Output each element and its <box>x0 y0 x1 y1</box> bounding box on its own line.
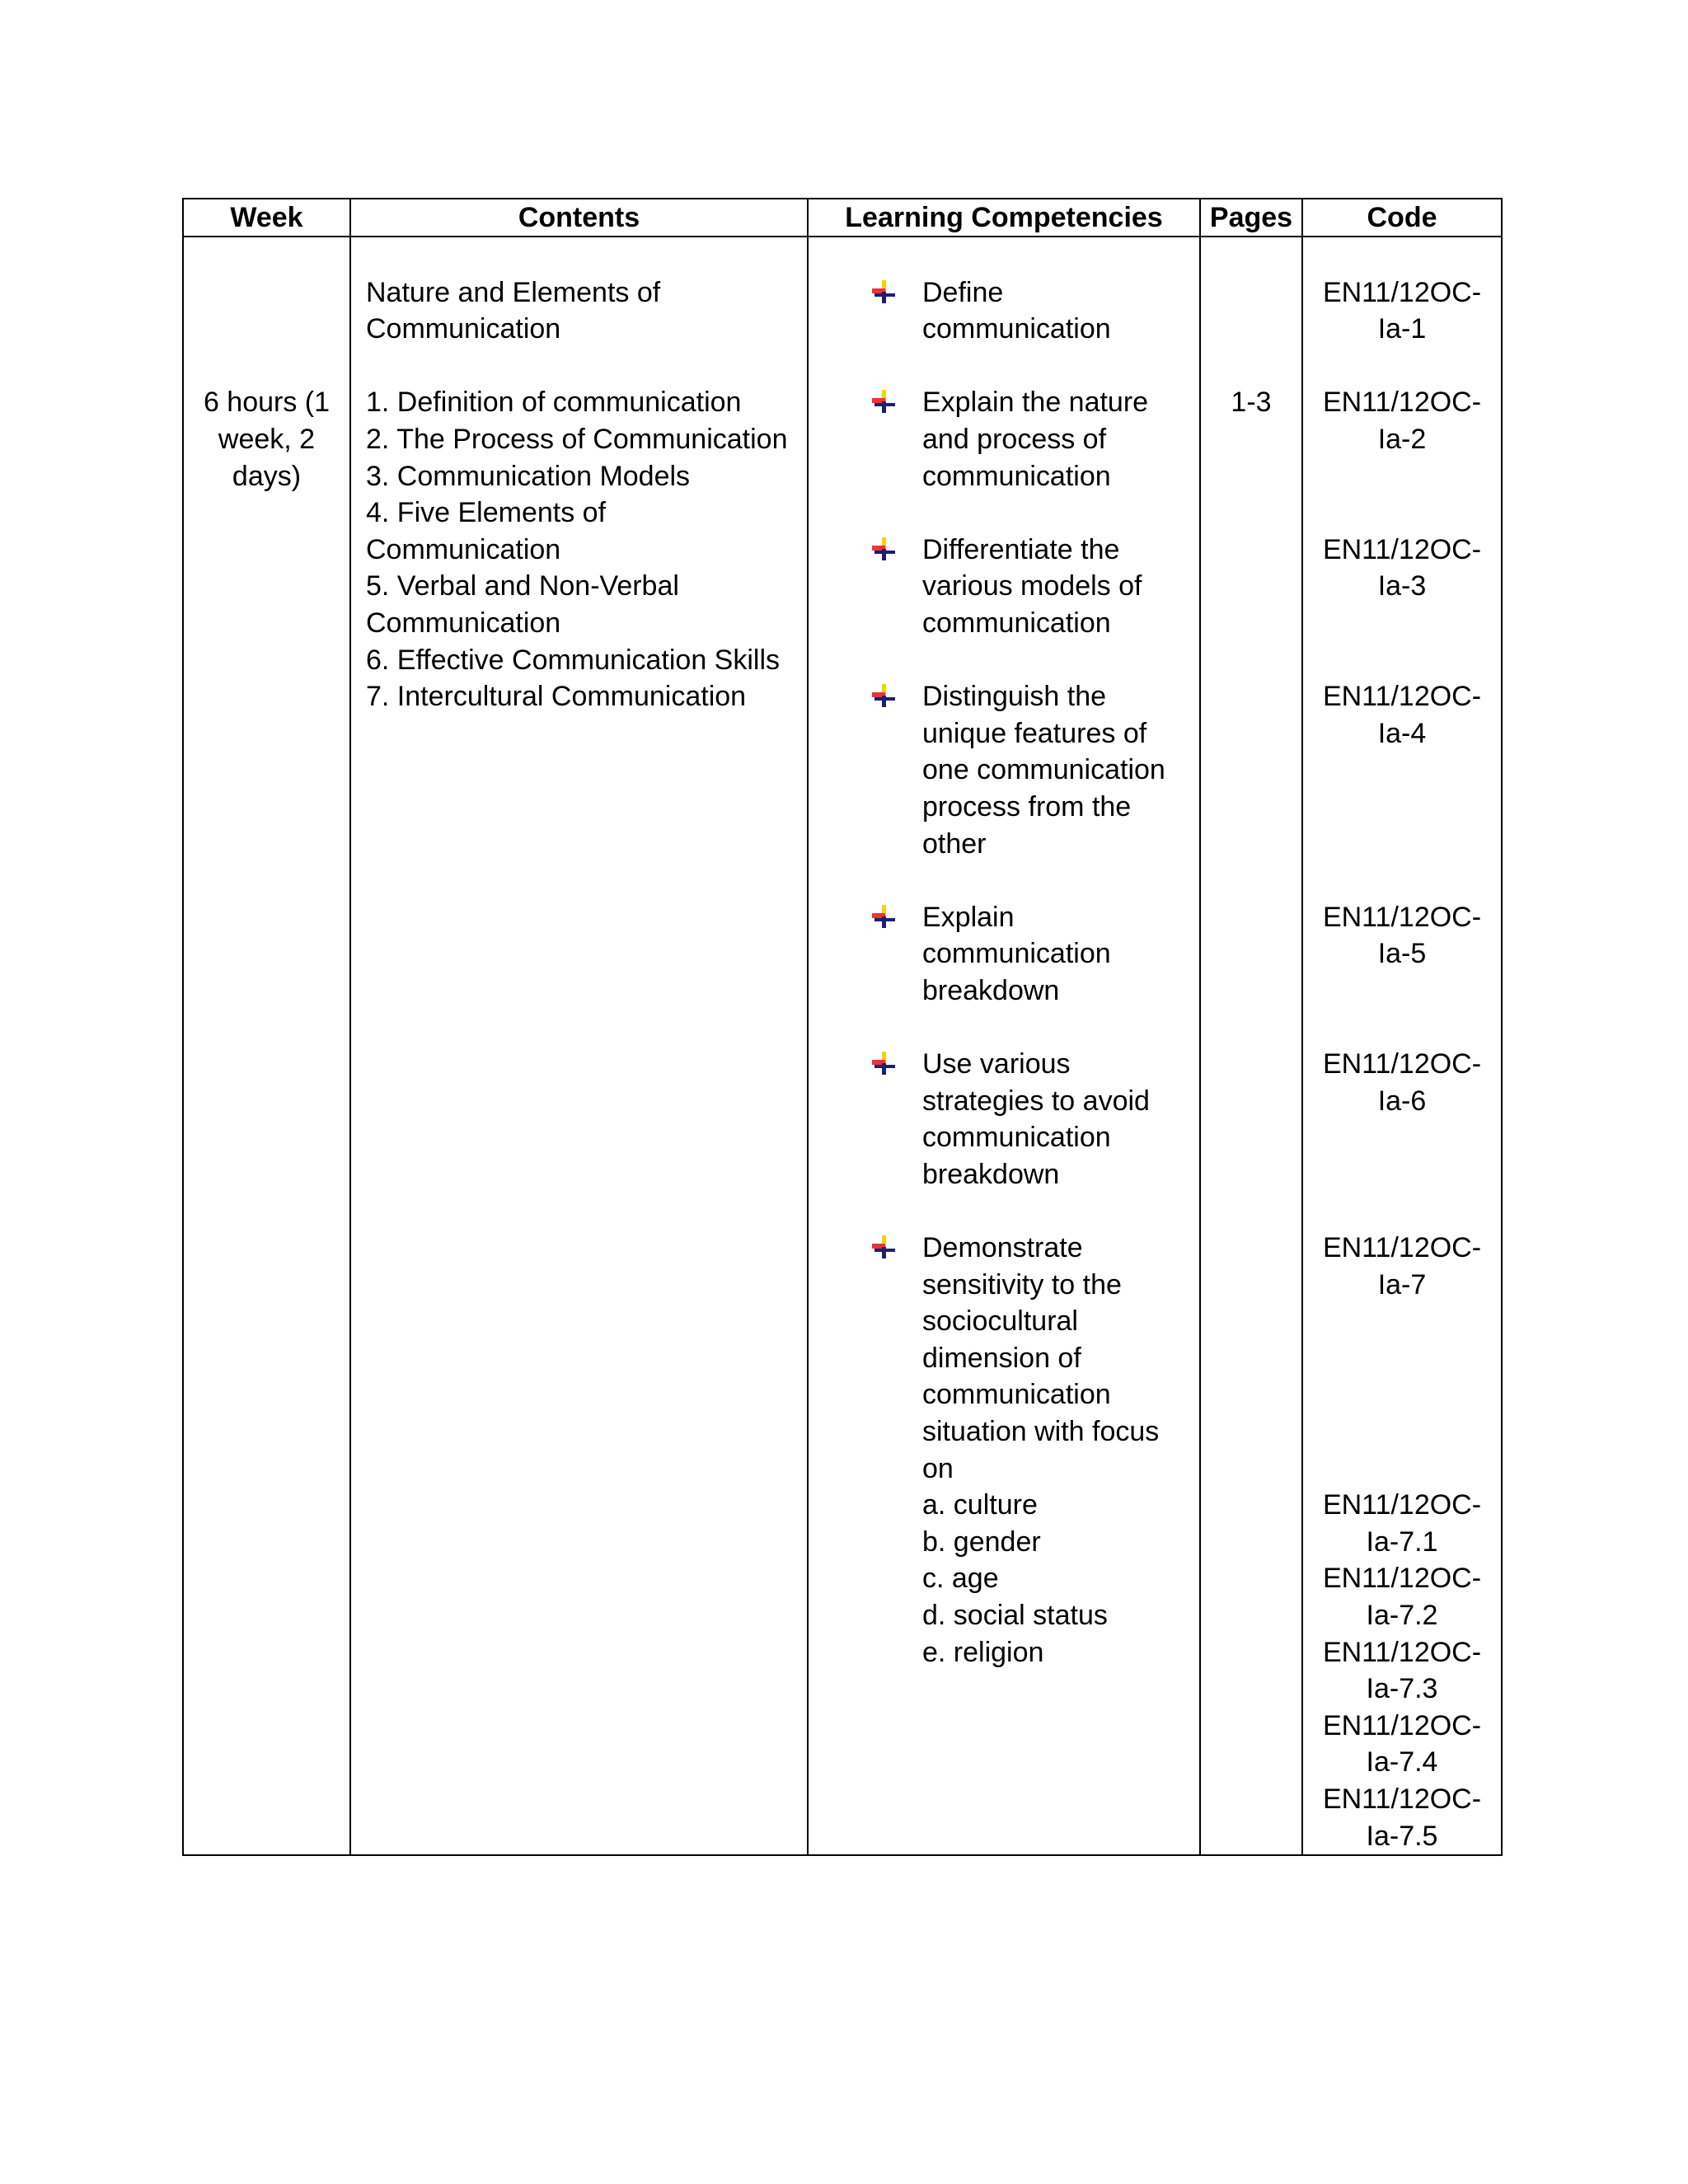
arrow-cross-bullet-icon <box>871 904 896 929</box>
code-line: Ia-1 <box>1377 313 1427 345</box>
competency-item <box>809 899 1199 1010</box>
competency-item <box>809 1046 1199 1193</box>
competency-line: communication <box>922 938 1111 970</box>
competency-line: process from the <box>922 790 1132 823</box>
code-line: Ia-7.2 <box>1366 1599 1438 1631</box>
competency-line: Use various <box>922 1048 1071 1080</box>
code-line: Ia-7.1 <box>1366 1526 1438 1558</box>
header-learning-competencies: Learning Competencies <box>808 199 1200 237</box>
header-week: Week <box>183 199 350 237</box>
week-line: days) <box>232 460 302 492</box>
competency-line: communication <box>922 607 1111 639</box>
table-header-row <box>183 199 1502 237</box>
code-line: Ia-7.3 <box>1366 1673 1438 1705</box>
code-line: Ia-6 <box>1377 1085 1427 1117</box>
competency-line: communication <box>922 1379 1111 1411</box>
code-line: EN11/12OC- <box>1322 1048 1482 1080</box>
arrow-cross-bullet-icon <box>871 683 896 708</box>
code-line: Ia-7.5 <box>1366 1820 1438 1852</box>
arrow-cross-bullet-icon <box>871 279 896 304</box>
code-line: EN11/12OC- <box>1322 1709 1482 1741</box>
competency-line: unique features of <box>922 717 1147 749</box>
contents-item: Communication <box>366 607 561 639</box>
code-line: EN11/12OC- <box>1322 533 1482 565</box>
competency-line: communication <box>922 1122 1111 1154</box>
competency-line: Define <box>922 276 1004 308</box>
code-line: EN11/12OC- <box>1322 1232 1482 1264</box>
code-line: EN11/12OC- <box>1322 681 1482 713</box>
competency-sub-list <box>809 1487 1199 1671</box>
code-line: EN11/12OC- <box>1322 276 1482 308</box>
competency-line: communication <box>922 313 1111 345</box>
code-line: EN11/12OC- <box>1322 1636 1482 1668</box>
competency-line: Explain the nature <box>922 387 1149 419</box>
contents-item: 6. Effective Communication Skills <box>366 644 781 676</box>
competency-line: situation with focus <box>922 1416 1160 1447</box>
code-cell <box>1302 237 1502 1855</box>
competency-line: strategies to avoid <box>922 1085 1150 1117</box>
code-line: Ia-4 <box>1377 717 1427 749</box>
week-line: 6 hours (1 <box>203 387 331 419</box>
competency-line: and process of <box>922 423 1107 455</box>
sub-item: e. religion <box>922 1636 1044 1668</box>
contents-item: 2. The Process of Communication <box>366 423 788 455</box>
code-line: Ia-7.4 <box>1366 1746 1438 1779</box>
competency-line: Distinguish the <box>922 681 1107 713</box>
contents-item: 5. Verbal and Non-Verbal <box>366 570 679 602</box>
contents-cell <box>350 237 808 1855</box>
curriculum-table <box>182 198 1503 1856</box>
learning-competencies-cell <box>808 237 1200 1855</box>
code-line: EN11/12OC- <box>1322 1783 1482 1815</box>
sub-item: c. age <box>922 1563 999 1595</box>
code-line: Ia-5 <box>1377 938 1427 970</box>
sub-item: a. culture <box>922 1489 1038 1521</box>
code-line: Ia-7 <box>1377 1268 1427 1301</box>
contents-item: 7. Intercultural Communication <box>366 681 747 713</box>
pages-value: 1-3 <box>1231 387 1272 419</box>
competency-line: dimension of <box>922 1342 1081 1374</box>
contents-title-line: Communication <box>366 313 561 345</box>
competency-item <box>809 1230 1199 1487</box>
week-line: week, 2 <box>218 423 316 455</box>
contents-item: 4. Five Elements of <box>366 497 607 529</box>
pages-cell <box>1200 237 1302 1855</box>
competency-line: Explain <box>922 901 1015 933</box>
arrow-cross-bullet-icon <box>871 537 896 561</box>
competency-line: other <box>922 827 987 860</box>
header-code: Code <box>1302 199 1502 237</box>
competency-item <box>809 532 1199 642</box>
competency-line: Differentiate the <box>922 533 1120 565</box>
sub-item: b. gender <box>922 1526 1041 1558</box>
code-line: EN11/12OC- <box>1322 387 1482 419</box>
arrow-cross-bullet-icon <box>871 389 896 414</box>
sub-item: d. social status <box>922 1599 1108 1631</box>
arrow-cross-bullet-icon <box>871 1235 896 1259</box>
code-line: Ia-2 <box>1377 423 1427 455</box>
contents-item: Communication <box>366 533 561 565</box>
code-line: Ia-3 <box>1377 570 1427 602</box>
competency-item <box>809 274 1199 348</box>
header-contents: Contents <box>350 199 808 237</box>
table-row <box>183 237 1502 1855</box>
competency-line: breakdown <box>922 1158 1060 1190</box>
code-line: EN11/12OC- <box>1322 1563 1482 1595</box>
competency-line: various models of <box>922 570 1142 602</box>
competency-line: sensitivity to the <box>922 1268 1122 1301</box>
competency-item <box>809 384 1199 494</box>
competency-line: communication <box>922 460 1111 492</box>
competency-line: one communication <box>922 754 1165 786</box>
contents-item: 3. Communication Models <box>366 460 691 492</box>
competency-item <box>809 678 1199 862</box>
competency-line: breakdown <box>922 974 1060 1006</box>
arrow-cross-bullet-icon <box>871 1051 896 1076</box>
competency-line: on <box>922 1452 954 1484</box>
competency-line: sociocultural <box>922 1305 1078 1338</box>
code-line: EN11/12OC- <box>1322 901 1482 933</box>
contents-title-line: Nature and Elements of <box>366 276 661 308</box>
week-cell <box>183 237 350 1855</box>
contents-item: 1. Definition of communication <box>366 387 742 419</box>
header-pages: Pages <box>1200 199 1302 237</box>
code-line: EN11/12OC- <box>1322 1489 1482 1521</box>
competency-line: Demonstrate <box>922 1232 1083 1264</box>
